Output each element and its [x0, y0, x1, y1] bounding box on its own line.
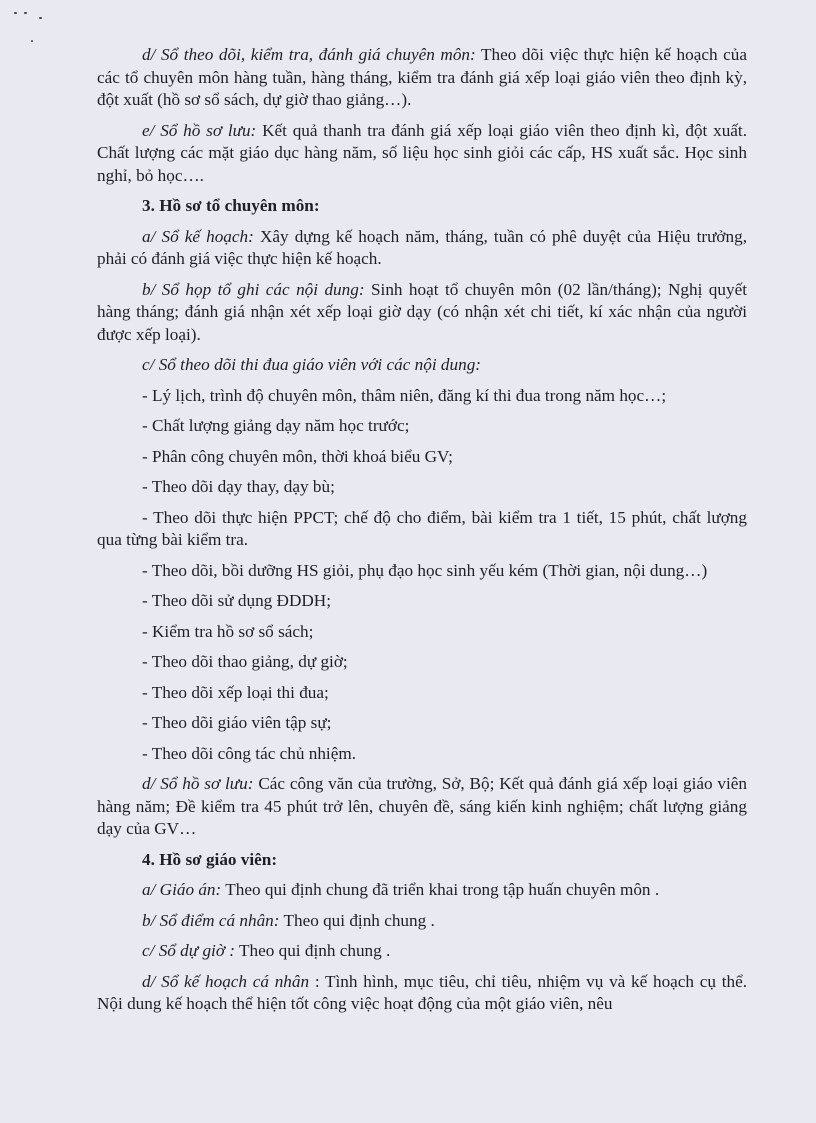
paragraph [97, 971, 747, 1016]
paragraph-text: Kết quả thanh tra đánh giá xếp loại giáo viên theo định kì, đột xuất. Chất lượng các mặt giáo dục hàng năm, số liệu học sinh giỏi các cấp, HS xuất sắc. Học sinh nghỉ, bỏ học…. [97, 120, 748, 185]
paragraph-text: Theo qui định chung . [235, 941, 391, 960]
paragraph-label: a/ Sổ kế hoạch: [142, 226, 254, 246]
paragraph-text: Xây dựng kế hoạch năm, tháng, tuần có phê duyệt của Hiệu trưởng, phải có đánh giá việc thực hiện kế hoạch. [97, 226, 748, 268]
document-body [97, 44, 747, 1022]
paragraph [97, 910, 747, 933]
paragraph [97, 279, 747, 347]
paragraph-text: Theo qui định chung đã triển khai trong tập huấn chuyên môn . [221, 880, 660, 899]
list-item: - Theo dõi công tác chủ nhiệm. [142, 743, 356, 763]
list-item: - Theo dõi xếp loại thi đua; [142, 682, 329, 702]
paragraph [97, 879, 747, 902]
scan-speck [39, 17, 42, 19]
paragraph-label: e/ Sổ hồ sơ lưu: [142, 120, 257, 140]
paragraph [97, 940, 747, 963]
list-item: - Theo dõi sử dụng ĐDDH; [142, 591, 331, 610]
scan-speck [14, 12, 17, 14]
list-item: - Chất lượng giảng dạy năm học trước; [142, 416, 410, 435]
paragraph-label: b/ Sổ họp tổ ghi các nội dung: [142, 279, 365, 299]
paragraph [97, 773, 747, 841]
paragraph-label: c/ Sổ theo dõi thi đua giáo viên với các nội dung: [142, 355, 482, 374]
list-item: - Theo dõi, bồi dưỡng HS giỏi, phụ đạo học sinh yếu kém (Thời gian, nội dung…) [142, 560, 708, 580]
paragraph [97, 354, 747, 377]
paragraph-text: : Tình hình, mục tiêu, chỉ tiêu, nhiệm vụ và kế hoạch cụ thể. Nội dung kế hoạch thể hiện tốt công việc hoạt động của một giáo viên, nêu [97, 971, 748, 1013]
paragraph-label: d/ Sổ kế hoạch cá nhân [142, 971, 310, 991]
list-item: - Theo dõi dạy thay, dạy bù; [142, 477, 335, 496]
scan-speck [31, 40, 33, 42]
section-heading: 4. Hồ sơ giáo viên: [142, 849, 278, 869]
paragraph-label: d/ Sổ hồ sơ lưu: [142, 774, 254, 793]
paragraph-text: Sinh hoạt tổ chuyên môn (02 lần/tháng); Nghị quyết hàng tháng; đánh giá nhận xét xếp loại giờ dạy (có nhận xét chi tiết, kí xác nhận của người được xếp loại). [97, 279, 747, 344]
list-item: - Kiểm tra hồ sơ sổ sách; [142, 621, 314, 641]
paragraph-label: c/ Sổ dự giờ : [142, 941, 236, 960]
scan-speck [24, 12, 27, 14]
paragraph-text: Theo dõi việc thực hiện kế hoạch của các tổ chuyên môn hàng tuần, hàng tháng, kiểm tra đánh giá xếp loại giáo viên theo định kỳ, đột xuất (hồ sơ sổ sách, dự giờ thao giảng…). [97, 45, 747, 109]
paragraph [97, 44, 747, 112]
paragraph-label: d/ Sổ theo dõi, kiểm tra, đánh giá chuyên môn: [142, 45, 476, 64]
paragraph-text: Các công văn của trường, Sở, Bộ; Kết quả đánh giá xếp loại giáo viên hàng năm; Đề kiểm tra 45 phút trở lên, chuyên đề, sáng kiến kinh nghiệm; chất lượng giảng dạy của GV… [97, 774, 748, 838]
list-item: - Lý lịch, trình độ chuyên môn, thâm niên, đăng kí thi đua trong năm học…; [142, 385, 667, 405]
paragraph-label: b/ Sổ điểm cá nhân: [142, 910, 280, 930]
paragraph [97, 226, 747, 271]
paragraph-label: a/ Giáo án: [142, 880, 222, 899]
paragraph-text: Theo qui định chung . [279, 910, 435, 930]
list-item: - Theo dõi thao giảng, dự giờ; [142, 652, 348, 671]
section-heading: 3. Hồ sơ tổ chuyên môn: [142, 196, 320, 215]
list-item: - Theo dõi giáo viên tập sự; [142, 713, 332, 732]
list-item: - Phân công chuyên môn, thời khoá biểu GV; [142, 446, 453, 466]
list-item: - Theo dõi thực hiện PPCT; chế độ cho điểm, bài kiểm tra 1 tiết, 15 phút, chất lượng qua từng bài kiểm tra. [97, 507, 747, 549]
paragraph [97, 120, 747, 188]
